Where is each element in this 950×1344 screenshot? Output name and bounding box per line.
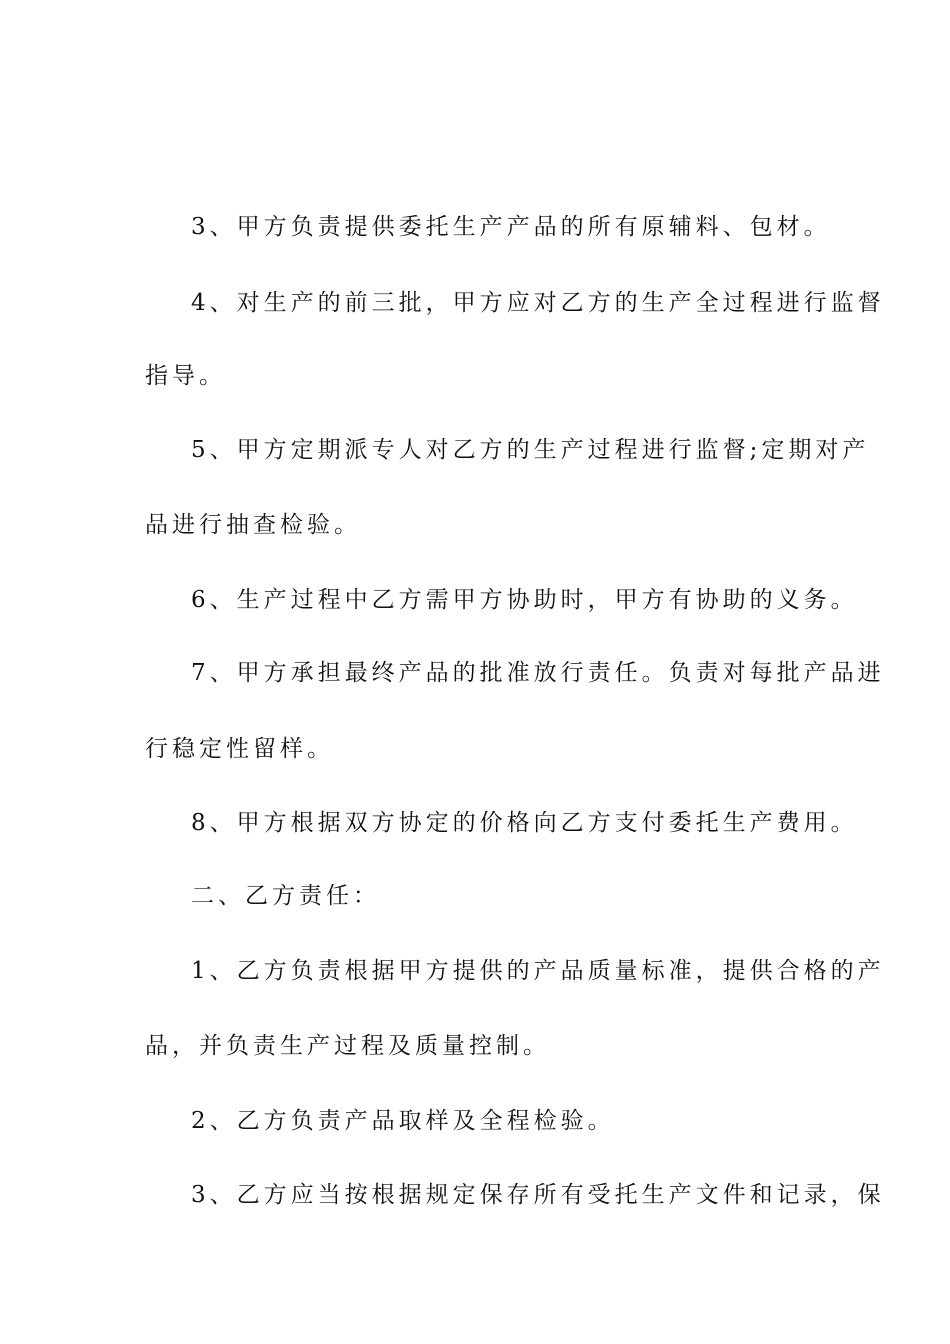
text-line: 品，并负责生产过程及质量控制。 bbox=[145, 1033, 550, 1059]
text-line: 行稳定性留样。 bbox=[145, 736, 334, 762]
text-line: 3、乙方应当按根据规定保存所有受托生产文件和记录，保 bbox=[191, 1182, 885, 1208]
text-line: 7、甲方承担最终产品的批准放行责任。负责对每批产品进 bbox=[191, 660, 885, 686]
text-line: 指导。 bbox=[145, 363, 226, 389]
text-line: 8、甲方根据双方协定的价格向乙方支付委托生产费用。 bbox=[191, 810, 858, 836]
text-line: 2、乙方负责产品取样及全程检验。 bbox=[191, 1108, 615, 1134]
text-line: 品进行抽查检验。 bbox=[145, 512, 361, 538]
text-line: 3、甲方负责提供委托生产产品的所有原辅料、包材。 bbox=[191, 214, 831, 240]
text-line: 5、甲方定期派专人对乙方的生产过程进行监督;定期对产 bbox=[191, 437, 870, 463]
section-heading: 二、乙方责任： bbox=[191, 883, 380, 909]
text-line: 4、对生产的前三批，甲方应对乙方的生产全过程进行监督 bbox=[191, 290, 885, 316]
text-line: 1、乙方负责根据甲方提供的产品质量标准，提供合格的产 bbox=[191, 958, 885, 984]
text-line: 6、生产过程中乙方需甲方协助时，甲方有协助的义务。 bbox=[191, 587, 858, 613]
